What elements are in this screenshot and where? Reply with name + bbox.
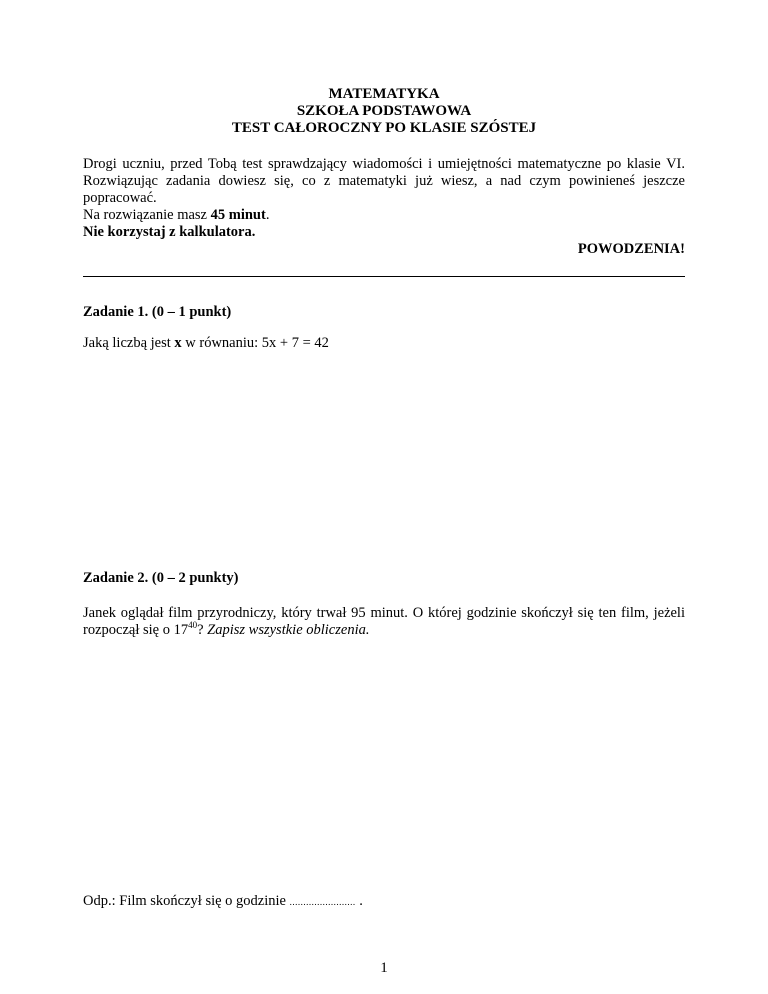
task1-variable: x <box>174 335 182 351</box>
no-calculator-note: Nie korzystaj z kalkulatora. <box>83 224 256 240</box>
title-test-name: TEST CAŁOROCZNY PO KLASIE SZÓSTEJ <box>231 120 537 136</box>
intro-paragraph: Drogi uczniu, przed Tobą test sprawdzający wiadomości i umiejętności matematyczne po klasie VI. Rozwiązując zadania dowiesz się, co z matematyki już wiesz, a nad czym powinieneś jeszcze popracować. <box>83 156 685 206</box>
task2-answer-line <box>83 893 363 911</box>
answer-blank[interactable]: ........................ <box>289 897 356 907</box>
answer-prefix: Odp.: Film skończył się o godzinie <box>83 893 290 909</box>
task1-text-before: Jaką liczbą jest <box>83 335 175 351</box>
task2-text-main: Janek oglądał film przyrodniczy, który trwał 95 minut. O której godzinie skończył się ten film, jeżeli rozpoczął się o 17 <box>83 605 685 638</box>
task2-instruction: Zapisz wszystkie obliczenia. <box>207 622 370 638</box>
task2-heading: Zadanie 2. (0 – 2 punkty) <box>83 570 239 586</box>
task1-text-after: w równaniu: 5x + 7 = 42 <box>181 335 329 351</box>
page-number: 1 <box>380 960 388 976</box>
task1-question <box>83 335 685 352</box>
time-limit-line <box>83 207 685 224</box>
time-limit-value: 45 minut <box>210 207 266 223</box>
header-divider <box>83 276 685 277</box>
task2-time-minutes: 40 <box>188 620 198 630</box>
time-limit-suffix: . <box>265 207 270 223</box>
task1-heading: Zadanie 1. (0 – 1 punkt) <box>83 304 232 320</box>
title-subject: MATEMATYKA <box>328 86 440 102</box>
task2-question-mark: ? <box>197 622 208 638</box>
document-title <box>0 86 768 137</box>
answer-suffix: . <box>355 893 363 909</box>
title-school: SZKOŁA PODSTAWOWA <box>296 103 472 119</box>
good-luck-text: POWODZENIA! <box>577 241 685 257</box>
time-limit-prefix: Na rozwiązanie masz <box>83 207 211 223</box>
task2-question <box>83 605 685 639</box>
intro-section <box>83 156 685 241</box>
